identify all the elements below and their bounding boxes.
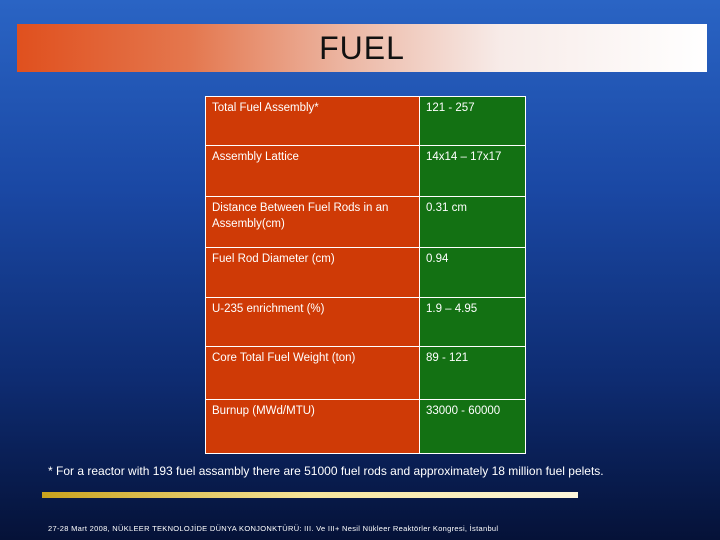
row-value: 14x14 – 17x17	[420, 146, 526, 197]
table-row	[206, 400, 526, 454]
table-row	[206, 197, 526, 248]
table-row	[206, 347, 526, 400]
row-value: 33000 - 60000	[420, 400, 526, 454]
row-value: 0.31 cm	[420, 197, 526, 248]
row-value: 1.9 – 4.95	[420, 298, 526, 347]
row-label: Total Fuel Assembly*	[206, 97, 420, 146]
row-label: Distance Between Fuel Rods in an Assembly(cm)	[206, 197, 420, 248]
row-label: Burnup (MWd/MTU)	[206, 400, 420, 454]
footer-text: 27-28 Mart 2008, NÜKLEER TEKNOLOJİDE DÜNYA KONJONKTÜRÜ: III. Ve III+ Nesil Nükleer Reaktörler Kongresi, İstanbul	[48, 524, 499, 533]
row-value: 89 - 121	[420, 347, 526, 400]
row-value: 121 - 257	[420, 97, 526, 146]
table-row	[206, 248, 526, 298]
table-row	[206, 298, 526, 347]
table-row	[206, 146, 526, 197]
row-label: Core Total Fuel Weight (ton)	[206, 347, 420, 400]
row-label: Assembly Lattice	[206, 146, 420, 197]
row-label: Fuel Rod Diameter (cm)	[206, 248, 420, 298]
row-label: U-235 enrichment (%)	[206, 298, 420, 347]
table-row	[206, 97, 526, 146]
footnote: * For a reactor with 193 fuel assambly there are 51000 fuel rods and approximately 18 million fuel pelets.	[48, 464, 604, 478]
title-banner	[17, 24, 707, 72]
fuel-table	[205, 96, 526, 454]
row-value: 0.94	[420, 248, 526, 298]
decorative-divider	[42, 492, 578, 498]
slide-title: FUEL	[319, 29, 405, 66]
